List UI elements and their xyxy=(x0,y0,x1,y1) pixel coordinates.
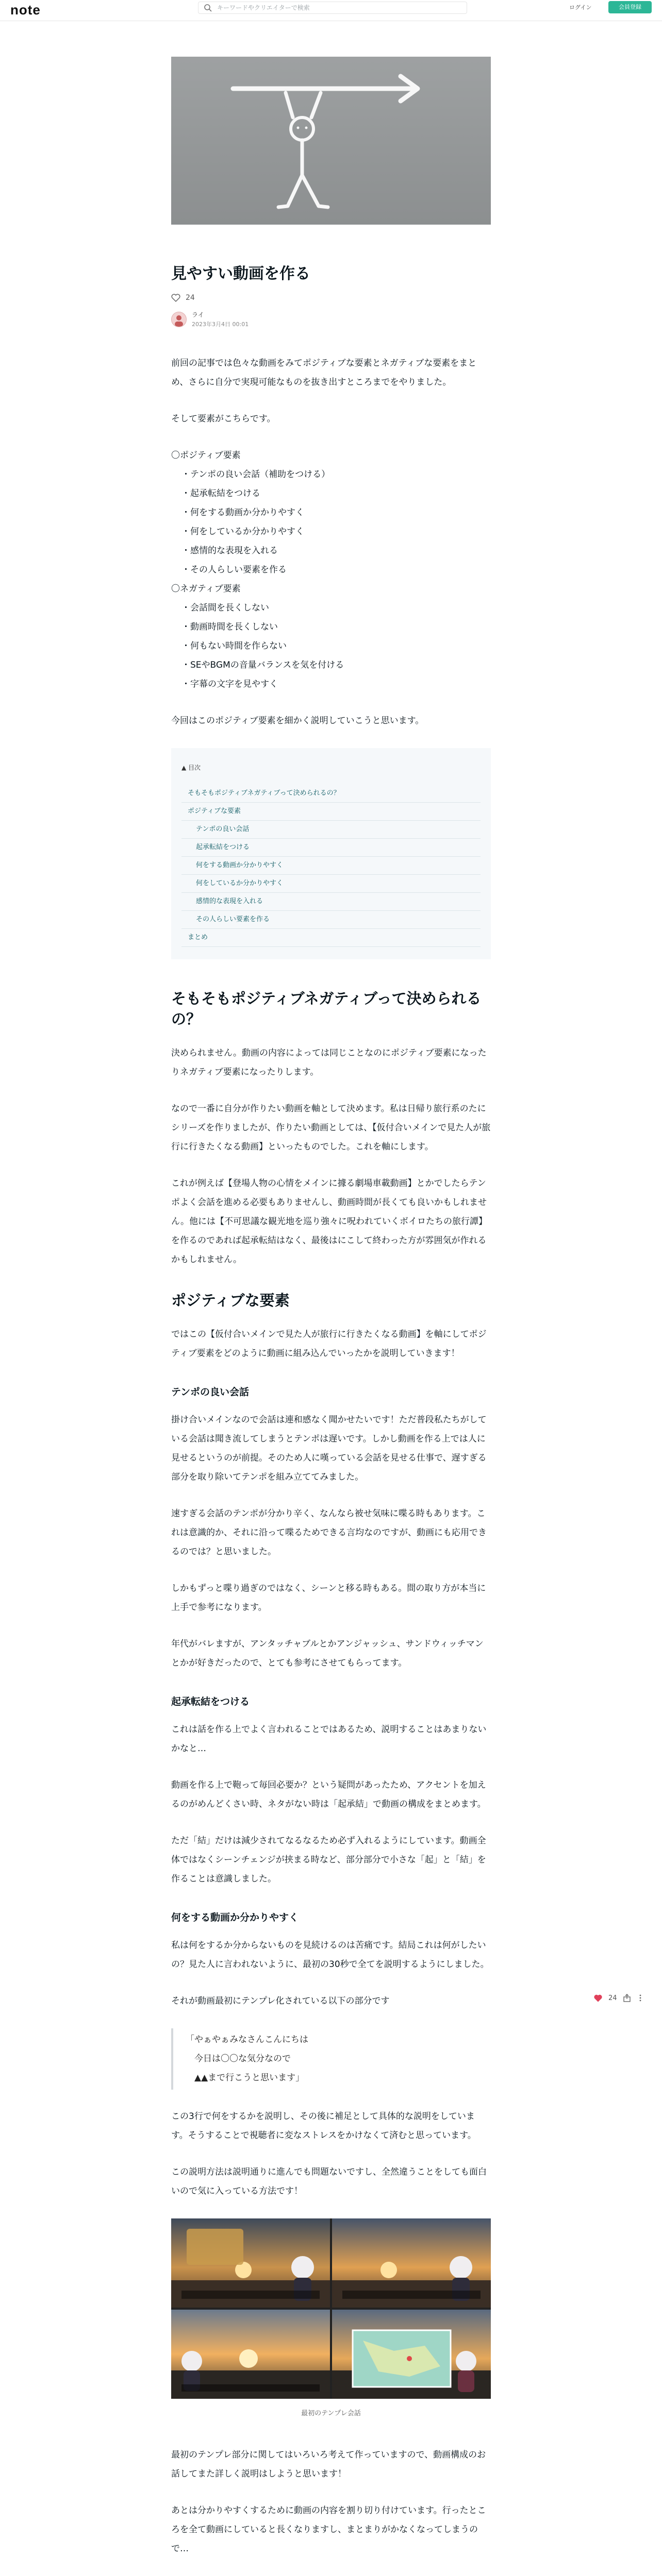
search-box[interactable] xyxy=(198,2,467,14)
heart-icon[interactable] xyxy=(594,1994,602,2002)
paragraph: これは話を作る上でよく言われることではあるため、説明することはあまりないかなと… xyxy=(171,1724,487,1754)
paragraph: それが動画最初にテンプレ化されている以下の部分です xyxy=(171,1996,390,2006)
paragraph: しかもずっと喋り過ぎのではなく、シーンと移る時もある。間の取り方が本当に上手で参考になります。 xyxy=(171,1583,486,1613)
table-of-contents xyxy=(171,748,491,959)
site-header xyxy=(0,0,662,21)
list-item: ・SEやBGMの音量バランスを気を付ける xyxy=(181,660,344,670)
paragraph: この説明方法は説明通りに進んでも問題ないですし、全然違うことをしても面白いので気に入っている方法です！ xyxy=(171,2167,487,2196)
hero-image xyxy=(171,57,491,225)
toc-item[interactable]: まとめ xyxy=(181,929,481,947)
subsection-heading: 何をする動画か分かりやすく xyxy=(171,1912,299,1923)
more-icon[interactable] xyxy=(637,1994,644,2002)
paragraph: あとは分かりやすくするために動画の内容を割り切り付けています。行ったところを全て動画にしていると長くなりますし、まとまりがかなくなってしまうので… xyxy=(171,2505,486,2554)
sunset-scene-image xyxy=(171,2310,330,2399)
article-title: 見やすい動画を作る xyxy=(171,265,310,283)
floating-like-count: 24 xyxy=(608,1994,617,2002)
article xyxy=(171,57,491,2576)
toc-item[interactable]: そもそもポジティブネガティブって決められるの？ xyxy=(181,785,481,803)
toc-item[interactable]: 感情的な表現を入れる xyxy=(181,893,481,911)
search-input[interactable] xyxy=(216,3,460,12)
list-item: ・何もない時間を作らない xyxy=(181,641,287,651)
paragraph: ただ「結」だけは減少されてなるなるため必ず入れるようにしています。動画全体ではなくシーンチェンジが挟まる時など、部分部分で小さな「起」と「結」を作ることは意識しました。 xyxy=(171,1836,486,1884)
list-heading: 〇ポジティブ要素 xyxy=(171,450,241,461)
toc-item[interactable]: テンポの良い会話 xyxy=(181,821,481,839)
subsection-heading: 起承転結をつける xyxy=(171,1696,250,1707)
article-body xyxy=(171,354,491,2576)
screenshot xyxy=(332,2218,491,2308)
toc-toggle[interactable]: ▲ 目次 xyxy=(181,764,201,771)
share-icon[interactable] xyxy=(623,1994,631,2002)
paragraph: 年代がバレますが、アンタッチャブルとかアンジャッシュ、サンドウィッチマンとかが好きだったので、とても参考にさせてもらってます。 xyxy=(171,1639,484,1668)
paragraph: 前回の記事では色々な動画をみてポジティブな要素とネガティブな要素をまとめ、さらに自分で実現可能なものを抜き出すところまでをやりました。 xyxy=(171,358,477,387)
section-heading: ポジティブな要素 xyxy=(171,1292,290,1309)
paragraph: これが例えば【登場人物の心情をメインに據る劇場車載動画】とかでしたらテンポよく会話を進める必要もありませんし、動画時間が長くても良いかもしれません。他には【不可思議な観光地を巡り強々に呪われていくボイロたちの旅行譚】を作るのであれば起承転結はなく、最後はにこして終わった方が雰囲気が作れるかもしれません。 xyxy=(171,1178,488,1265)
section-heading: そもそもポジティブネガティブって決められるの？ xyxy=(171,990,482,1028)
list-item: ・動画時間を長くしない xyxy=(181,622,278,632)
screenshot xyxy=(171,2218,330,2308)
paragraph: 決められません。動画の内容によっては同じことなのにポジティブ要素になったりネガティブ要素になったりします。 xyxy=(171,1048,487,1077)
video-screenshot-figure xyxy=(171,2218,491,2423)
paragraph: 最初のテンプレ部分に関してはいろいろ考えて作っていますので、動画構成のお話してまた詳しく説明はしようと思います！ xyxy=(171,2450,486,2479)
quote-line: 「やぁやぁみなさんこんにちは xyxy=(186,2035,308,2045)
like-count: 24 xyxy=(186,294,195,302)
heart-icon[interactable] xyxy=(171,294,180,302)
paragraph: 速すぎる会話のテンポが分かり辛く、なんなら被せ気味に喋る時もあります。これは意識的か、それに沿って喋るためできる言均なのですが、動画にも応用できるのでは？と思いました。 xyxy=(171,1509,487,1557)
login-link[interactable]: ログイン xyxy=(569,4,592,11)
quote-block xyxy=(171,2028,491,2090)
list-item: ・会話間を長くしない xyxy=(181,603,269,613)
author-block[interactable] xyxy=(171,310,491,328)
quote-line: 今日は〇〇な気分なので xyxy=(186,2054,291,2064)
avatar[interactable] xyxy=(171,312,187,327)
figure-caption: 最初のテンプレ会話 xyxy=(301,2410,361,2417)
element-list xyxy=(171,446,491,694)
toc-item[interactable]: 何をする動画か分かりやすく xyxy=(181,857,481,875)
list-item: ・字幕の文字を見やすく xyxy=(181,679,278,689)
quote-line: ▲▲まで行こうと思います」 xyxy=(186,2073,305,2083)
like-row xyxy=(171,294,491,302)
subsection-heading: テンポの良い会話 xyxy=(171,1386,250,1398)
list-heading: 〇ネガティブ要素 xyxy=(171,584,241,594)
paragraph: この3行で何をするかを説明し、その後に補足として具体的な説明をしています。そうすることで視聴者に変なストレスをかけなくて済むと思っています。 xyxy=(171,2111,476,2141)
paragraph: 動画を作る上で鞄って毎回必要か？という疑問があったため、アクセントを加えるのがめんどくさい時、ネタがない時は「起承結」で動画の構成をまとめます。 xyxy=(171,1780,486,1809)
floating-action-bar xyxy=(594,1994,644,2002)
paragraph: 私は何をするか分からないものを見続けるのは苦痛です。結局これは何がしたいの？見た人に言われないように、最初の30秒で全てを説明するようにしました。 xyxy=(171,1940,489,1970)
toc-item[interactable]: その人らしい要素を作る xyxy=(181,911,481,929)
screenshot-grid[interactable] xyxy=(171,2218,491,2399)
stick-figure-arrow-illustration xyxy=(171,57,491,225)
sunset-scene-image xyxy=(171,2218,330,2308)
avatar-icon xyxy=(172,312,186,327)
publish-date: 2023年3月4日 00:01 xyxy=(192,321,249,328)
list-item: ・何をする動画か分かりやすく xyxy=(181,507,304,518)
paragraph: そして要素がこちらです。 xyxy=(171,414,276,424)
sunset-scene-image xyxy=(332,2218,491,2308)
toc-item[interactable]: 何をしているか分かりやすく xyxy=(181,875,481,893)
list-item: ・起承転結をつける xyxy=(181,488,260,499)
list-item: ・感情的な表現を入れる xyxy=(181,546,278,556)
signup-button[interactable]: 会員登録 xyxy=(608,1,652,13)
site-logo[interactable]: note xyxy=(10,2,41,18)
list-item: ・何をしているか分かりやすく xyxy=(181,527,304,537)
list-item: ・テンポの良い会話（補助をつける） xyxy=(181,469,330,480)
list-item: ・その人らしい要素を作る xyxy=(181,565,287,575)
paragraph: 掛け合いメインなので会話は連和感なく聞かせたいです！ただ普段私たちがしている会話は聞き流してしまうとテンポは遅いです。しかし動画を作る上では人に見せるというのが前提。そのため人に嘆っている会話を見せる仕事で、遅すぎる部分を取り除いてテンポを組み立ててみました。 xyxy=(171,1415,487,1482)
map-scene-image xyxy=(332,2310,491,2399)
author-name[interactable]: ライ xyxy=(192,311,204,318)
toc-item[interactable]: 起承転結をつける xyxy=(181,839,481,857)
screenshot xyxy=(332,2310,491,2399)
search-icon xyxy=(204,4,212,12)
screenshot xyxy=(171,2310,330,2399)
toc-item[interactable]: ポジティブな要素 xyxy=(181,803,481,821)
paragraph: 今回はこのポジティブ要素を細かく説明していこうと思います。 xyxy=(171,716,424,726)
paragraph: なので一番に自分が作りたい動画を軸として決めます。私は日帰り旅行系のたにシリーズを作りましたが、作りたい動画としては、【仮付合いメインで見た人が旅行に行きたくなる動画】といったものでした。これを軸にします。 xyxy=(171,1104,491,1152)
paragraph: ではこの【仮付合いメインで見た人が旅行に行きたくなる動画】を軸にしてポジティブ要素をどのように動画に組み込んでいったかを説明していきます！ xyxy=(171,1329,487,1359)
